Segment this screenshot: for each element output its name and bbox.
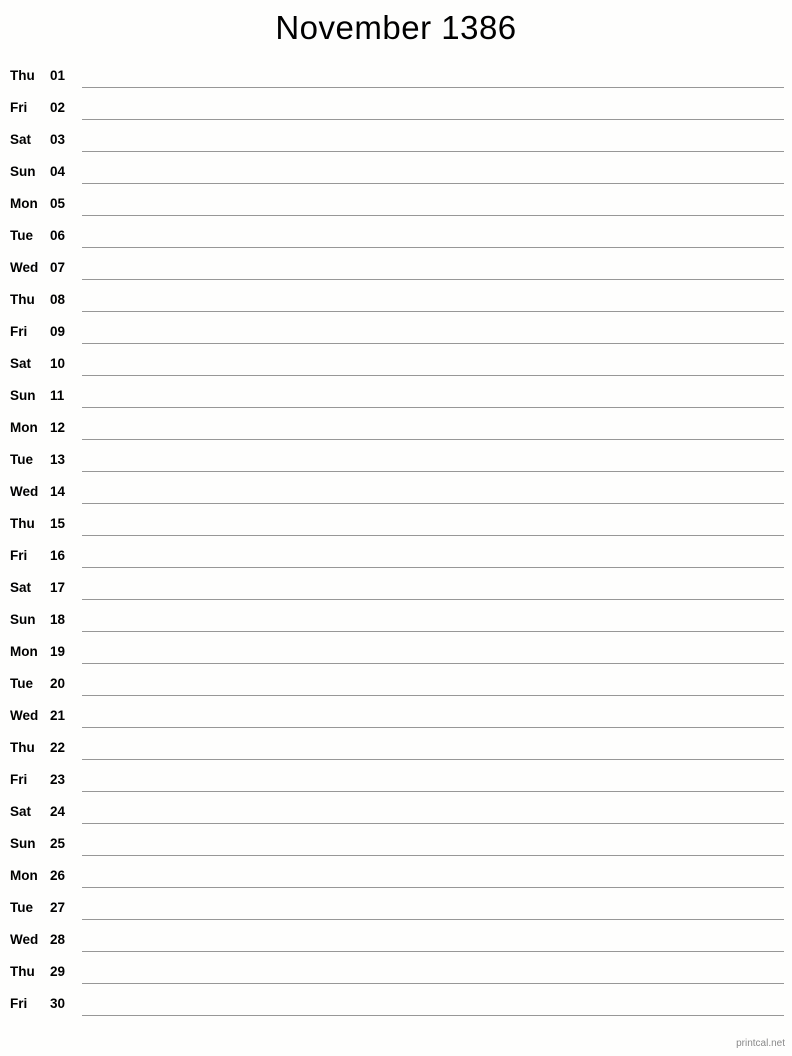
day-number: 01 xyxy=(50,68,66,83)
note-line xyxy=(82,983,784,984)
day-row xyxy=(0,732,792,764)
site-credit: printcal.net xyxy=(736,1038,785,1049)
day-row xyxy=(0,380,792,412)
weekday-label: Wed xyxy=(10,484,39,499)
day-row xyxy=(0,156,792,188)
weekday-label: Mon xyxy=(10,644,38,659)
day-row xyxy=(0,412,792,444)
weekday-label: Thu xyxy=(10,516,35,531)
day-number: 27 xyxy=(50,900,66,915)
weekday-label: Tue xyxy=(10,452,33,467)
day-number: 24 xyxy=(50,804,66,819)
weekday-label: Tue xyxy=(10,228,33,243)
day-row xyxy=(0,348,792,380)
weekday-label: Wed xyxy=(10,260,39,275)
note-line xyxy=(82,791,784,792)
weekday-label: Thu xyxy=(10,68,35,83)
note-line xyxy=(82,311,784,312)
note-line xyxy=(82,119,784,120)
note-line xyxy=(82,215,784,216)
day-row xyxy=(0,188,792,220)
note-line xyxy=(82,919,784,920)
weekday-label: Tue xyxy=(10,676,33,691)
day-row xyxy=(0,284,792,316)
day-number: 12 xyxy=(50,420,66,435)
day-row xyxy=(0,60,792,92)
note-line xyxy=(82,183,784,184)
note-line xyxy=(82,887,784,888)
day-row xyxy=(0,668,792,700)
note-line xyxy=(82,247,784,248)
day-number: 09 xyxy=(50,324,66,339)
day-number: 15 xyxy=(50,516,66,531)
day-row xyxy=(0,540,792,572)
note-line xyxy=(82,663,784,664)
note-line xyxy=(82,535,784,536)
day-row xyxy=(0,892,792,924)
note-line xyxy=(82,343,784,344)
weekday-label: Thu xyxy=(10,964,35,979)
weekday-label: Fri xyxy=(10,100,28,115)
day-row xyxy=(0,604,792,636)
note-line xyxy=(82,695,784,696)
note-line xyxy=(82,599,784,600)
weekday-label: Sun xyxy=(10,164,36,179)
day-row xyxy=(0,764,792,796)
day-number: 18 xyxy=(50,612,66,627)
weekday-label: Sun xyxy=(10,388,36,403)
day-number: 20 xyxy=(50,676,66,691)
note-line xyxy=(82,87,784,88)
day-row xyxy=(0,508,792,540)
note-line xyxy=(82,1015,784,1016)
day-number: 08 xyxy=(50,292,66,307)
page-title: November 1386 xyxy=(275,9,517,46)
day-number: 16 xyxy=(50,548,66,563)
weekday-label: Wed xyxy=(10,708,39,723)
note-line xyxy=(82,823,784,824)
note-line xyxy=(82,951,784,952)
day-number: 21 xyxy=(50,708,66,723)
day-row xyxy=(0,796,792,828)
weekday-label: Tue xyxy=(10,900,33,915)
day-number: 10 xyxy=(50,356,66,371)
day-number: 19 xyxy=(50,644,66,659)
weekday-label: Sat xyxy=(10,132,32,147)
note-line xyxy=(82,375,784,376)
day-row xyxy=(0,444,792,476)
note-line xyxy=(82,279,784,280)
day-row xyxy=(0,220,792,252)
note-line xyxy=(82,151,784,152)
note-line xyxy=(82,855,784,856)
day-number: 17 xyxy=(50,580,66,595)
weekday-label: Thu xyxy=(10,292,35,307)
weekday-label: Sat xyxy=(10,580,32,595)
day-row xyxy=(0,476,792,508)
day-number: 11 xyxy=(50,388,65,403)
day-rows xyxy=(0,60,792,1020)
note-line xyxy=(82,471,784,472)
day-number: 29 xyxy=(50,964,66,979)
day-number: 04 xyxy=(50,164,66,179)
note-line xyxy=(82,567,784,568)
weekday-label: Thu xyxy=(10,740,35,755)
weekday-label: Sat xyxy=(10,804,32,819)
weekday-label: Fri xyxy=(10,996,28,1011)
note-line xyxy=(82,727,784,728)
day-row xyxy=(0,700,792,732)
note-line xyxy=(82,759,784,760)
weekday-label: Fri xyxy=(10,772,28,787)
day-number: 14 xyxy=(50,484,66,499)
note-line xyxy=(82,631,784,632)
weekday-label: Sat xyxy=(10,356,32,371)
weekday-label: Mon xyxy=(10,420,38,435)
note-line xyxy=(82,407,784,408)
day-row xyxy=(0,860,792,892)
day-number: 30 xyxy=(50,996,66,1011)
day-row xyxy=(0,92,792,124)
day-number: 26 xyxy=(50,868,66,883)
day-number: 13 xyxy=(50,452,66,467)
day-row xyxy=(0,124,792,156)
weekday-label: Fri xyxy=(10,324,28,339)
weekday-label: Fri xyxy=(10,548,28,563)
weekday-label: Mon xyxy=(10,868,38,883)
day-row xyxy=(0,572,792,604)
day-number: 02 xyxy=(50,100,66,115)
day-number: 28 xyxy=(50,932,66,947)
day-number: 22 xyxy=(50,740,66,755)
day-row xyxy=(0,252,792,284)
note-line xyxy=(82,503,784,504)
day-number: 06 xyxy=(50,228,66,243)
note-line xyxy=(82,439,784,440)
weekday-label: Sun xyxy=(10,612,36,627)
day-number: 07 xyxy=(50,260,66,275)
weekday-label: Wed xyxy=(10,932,39,947)
day-number: 25 xyxy=(50,836,66,851)
weekday-label: Mon xyxy=(10,196,38,211)
weekday-label: Sun xyxy=(10,836,36,851)
day-row xyxy=(0,956,792,988)
day-row xyxy=(0,988,792,1020)
day-row xyxy=(0,636,792,668)
day-row xyxy=(0,828,792,860)
day-number: 03 xyxy=(50,132,66,147)
day-row xyxy=(0,924,792,956)
day-number: 23 xyxy=(50,772,66,787)
day-number: 05 xyxy=(50,196,66,211)
day-row xyxy=(0,316,792,348)
